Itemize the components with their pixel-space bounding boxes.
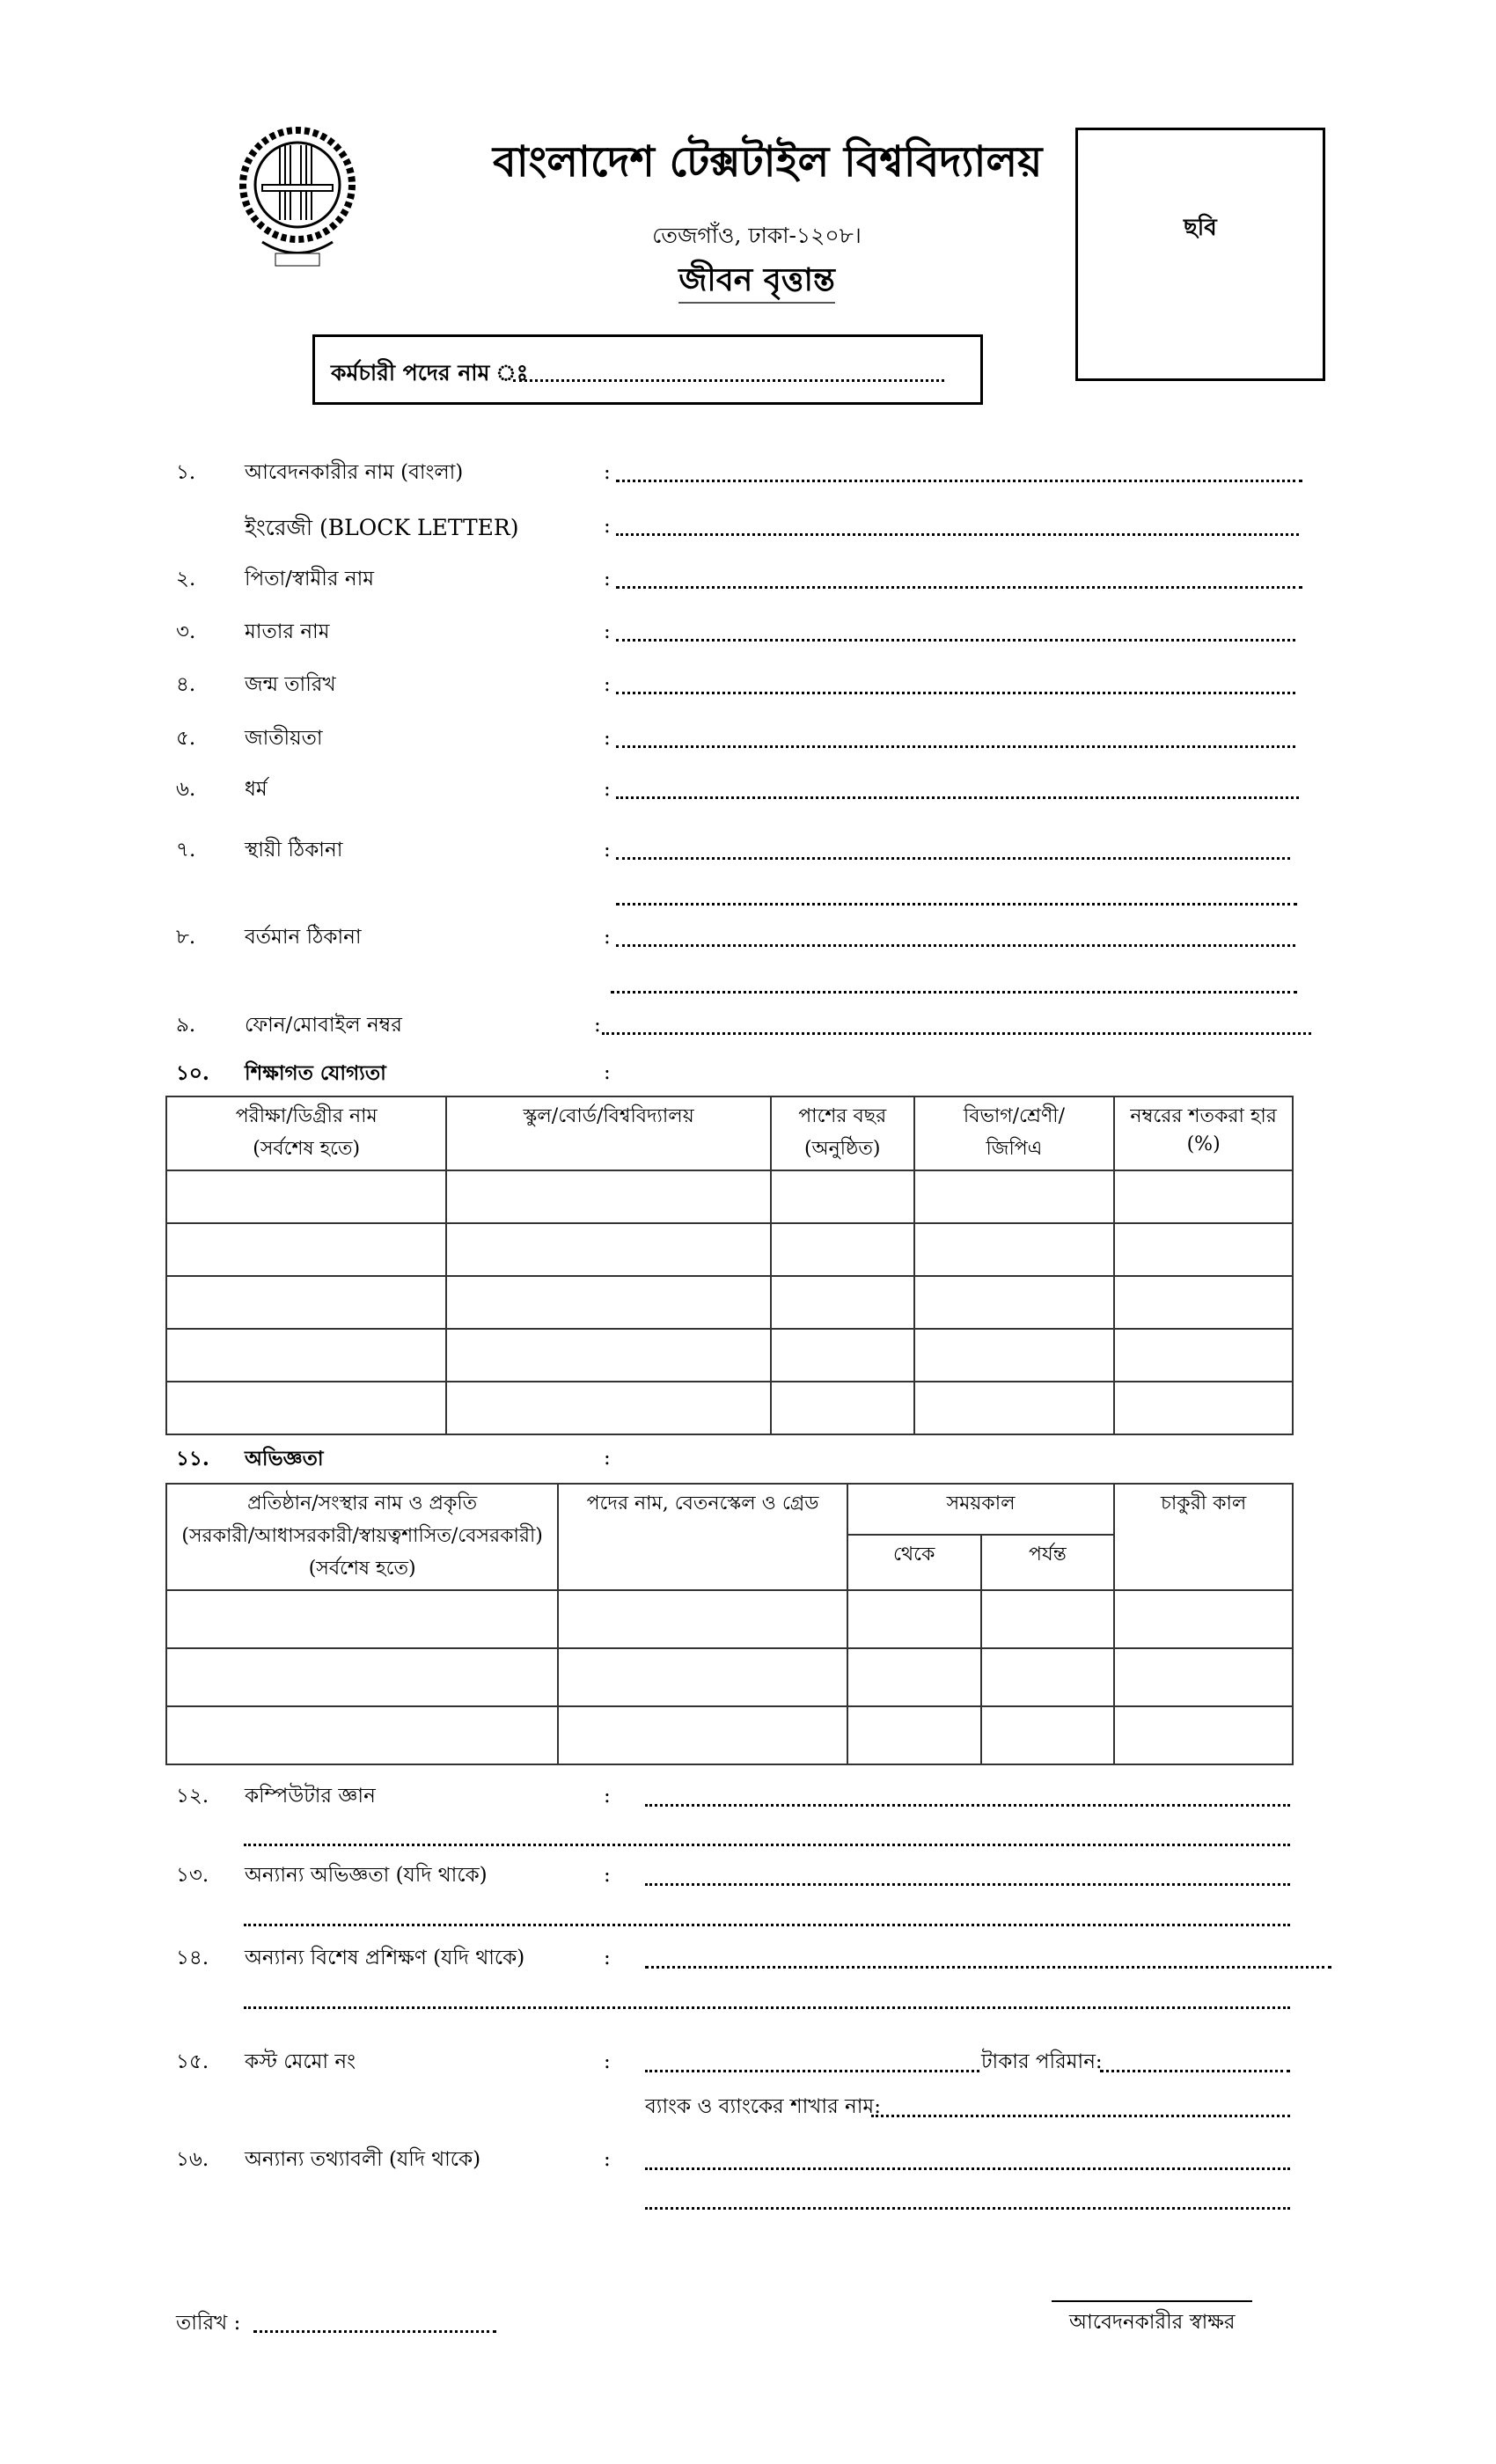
cell[interactable] [771, 1329, 914, 1382]
colon: : [604, 778, 611, 801]
table-row [166, 1276, 1293, 1329]
cell[interactable] [914, 1329, 1115, 1382]
cell[interactable] [1114, 1382, 1293, 1434]
header-institution: স্কুল/বোর্ড/বিশ্ববিদ্যালয় [446, 1096, 770, 1170]
cell[interactable] [1114, 1170, 1293, 1223]
post-name-box [312, 334, 983, 405]
university-address: তেজগাঁও, ঢাকা-১২০৮। [652, 223, 862, 248]
cell[interactable] [1114, 1648, 1293, 1706]
colon: : [604, 1785, 611, 1808]
signature-label: আবেদনকারীর স্বাক্ষর [1069, 2311, 1236, 2334]
education-label: শিক্ষাগত যোগ্যতা [245, 1061, 386, 1085]
colon: : [604, 2050, 611, 2073]
table-row [166, 1329, 1293, 1382]
cost-memo-input[interactable] [645, 2070, 979, 2072]
field-label-other-experience: অন্যান্য অভিজ্ঞতা (যদি থাকে) [245, 1864, 488, 1887]
field-number: ১. [176, 461, 196, 484]
experience-label: অভিজ্ঞতা [245, 1447, 324, 1470]
other-info-input-line2[interactable] [645, 2207, 1290, 2210]
cell[interactable] [1114, 1276, 1293, 1329]
field-number: ৭. [176, 839, 196, 862]
cell[interactable] [166, 1170, 446, 1223]
field-number: ৬. [176, 778, 196, 801]
cell[interactable] [558, 1648, 847, 1706]
post-name-label: কর্মচারী পদের নাম ঃ [331, 360, 529, 385]
table-row [166, 1648, 1293, 1706]
cell[interactable] [1114, 1223, 1293, 1276]
name-bangla-input[interactable] [616, 480, 1302, 482]
field-number: ৫. [176, 727, 196, 750]
other-info-input[interactable] [645, 2167, 1290, 2170]
cell[interactable] [914, 1276, 1115, 1329]
header-from: থেকে [847, 1535, 981, 1590]
field-label-mother-name: মাতার নাম [245, 620, 330, 643]
cell[interactable] [771, 1276, 914, 1329]
present-address-input[interactable] [616, 944, 1295, 947]
post-name-input[interactable] [513, 379, 944, 382]
university-name: বাংলাদেশ টেক্সটাইল বিশ্ববিদ্যালয় [493, 137, 1043, 187]
colon: : [604, 620, 611, 643]
field-label-computer: কম্পিউটার জ্ঞান [245, 1785, 376, 1808]
cell[interactable] [1114, 1706, 1293, 1764]
university-logo [236, 123, 359, 273]
cell[interactable] [1114, 1329, 1293, 1382]
experience-table [165, 1483, 1294, 1765]
colon: : [604, 926, 611, 949]
other-experience-input-line2[interactable] [244, 1924, 1290, 1926]
training-input[interactable] [645, 1966, 1331, 1969]
cell[interactable] [166, 1706, 558, 1764]
header-pass-year: পাশের বছর (অনুষ্ঠিত) [771, 1096, 914, 1170]
date-input[interactable] [253, 2330, 496, 2333]
bank-label: ব্যাংক ও ব্যাংকের শাখার নাম: [645, 2095, 881, 2118]
phone-input[interactable] [602, 1032, 1311, 1035]
field-number: ১২. [176, 1785, 209, 1808]
header-exam: পরীক্ষা/ডিগ্রীর নাম (সর্বশেষ হতে) [166, 1096, 446, 1170]
cell[interactable] [446, 1382, 770, 1434]
field-label-permanent-address: স্থায়ী ঠিকানা [245, 839, 343, 862]
field-label-religion: ধর্ম [245, 778, 268, 801]
field-label-cost-memo: কস্ট মেমো নং [245, 2050, 356, 2073]
cell[interactable] [981, 1590, 1115, 1648]
cell[interactable] [914, 1223, 1115, 1276]
field-label-nationality: জাতীয়তা [245, 727, 323, 750]
birth-date-input[interactable] [616, 692, 1295, 694]
field-number: ১৫. [176, 2050, 209, 2073]
education-number: ১০. [176, 1061, 209, 1085]
bank-input[interactable] [871, 2115, 1290, 2117]
cell[interactable] [166, 1648, 558, 1706]
cell[interactable] [771, 1382, 914, 1434]
field-number: ৮. [176, 926, 196, 949]
mother-name-input[interactable] [616, 639, 1295, 642]
field-number: ১৬. [176, 2148, 209, 2171]
cell[interactable] [981, 1706, 1115, 1764]
amount-label: টাকার পরিমান: [981, 2050, 1103, 2073]
header-division: বিভাগ/শ্রেণী/ জিপিএ [914, 1096, 1115, 1170]
name-english-input[interactable] [616, 533, 1299, 536]
table-row [166, 1170, 1293, 1223]
colon: : [604, 515, 611, 538]
cell[interactable] [847, 1648, 981, 1706]
colon: : [604, 1447, 611, 1470]
header-organization: প্রতিষ্ঠান/সংস্থার নাম ও প্রকৃতি (সরকারী/আধাসরকারী/স্বায়ত্বশাসিত/বেসরকারী) (সর্বশেষ হতে) [166, 1484, 558, 1590]
form-title-text: জীবন বৃত্তান্ত [678, 261, 835, 304]
colon: : [604, 461, 611, 484]
header-post-scale: পদের নাম, বেতনস্কেল ও গ্রেড [558, 1484, 847, 1590]
field-label-other-info: অন্যান্য তথ্যাবলী (যদি থাকে) [245, 2148, 481, 2171]
field-number: ১৪. [176, 1947, 209, 1969]
table-row [166, 1706, 1293, 1764]
colon: : [604, 568, 611, 590]
colon: : [604, 839, 611, 862]
colon: : [604, 727, 611, 750]
cell[interactable] [166, 1276, 446, 1329]
computer-input-line2[interactable] [244, 1844, 1290, 1846]
cell[interactable] [166, 1590, 558, 1648]
present-address-input-line2[interactable] [611, 991, 1297, 994]
field-number: ৪. [176, 673, 196, 696]
field-label-birth-date: জন্ম তারিখ [245, 673, 336, 696]
amount-input[interactable] [1100, 2070, 1290, 2072]
cell[interactable] [446, 1276, 770, 1329]
field-label-name-bangla: আবেদনকারীর নাম (বাংলা) [245, 461, 464, 484]
nationality-input[interactable] [616, 745, 1295, 748]
colon: : [604, 1947, 611, 1969]
cell[interactable] [166, 1329, 446, 1382]
field-label-phone: ফোন/মোবাইল নম্বর [245, 1014, 402, 1037]
colon: : [604, 1061, 611, 1084]
table-row [166, 1223, 1293, 1276]
field-label-father-name: পিতা/স্বামীর নাম [245, 568, 375, 590]
cell[interactable] [771, 1223, 914, 1276]
cell[interactable] [446, 1223, 770, 1276]
colon: : [594, 1014, 601, 1037]
cell[interactable] [914, 1170, 1115, 1223]
cell[interactable] [847, 1706, 981, 1764]
religion-input[interactable] [616, 796, 1299, 799]
signature-line[interactable] [1052, 2300, 1252, 2302]
training-input-line2[interactable] [244, 2006, 1290, 2009]
experience-header-row [166, 1484, 1293, 1535]
cell[interactable] [981, 1648, 1115, 1706]
field-number: ১৩. [176, 1864, 209, 1887]
colon: : [604, 2148, 611, 2171]
cell[interactable] [558, 1590, 847, 1648]
experience-number: ১১. [176, 1447, 209, 1470]
photo-label: ছবি [1184, 215, 1217, 241]
table-row [166, 1590, 1293, 1648]
other-experience-input[interactable] [645, 1883, 1290, 1886]
header-percentage: নম্বরের শতকরা হার (%) [1114, 1096, 1293, 1170]
header-period: সময়কাল [847, 1484, 1115, 1535]
colon: : [604, 673, 611, 696]
date-label: তারিখ : [176, 2312, 241, 2335]
cell[interactable] [771, 1170, 914, 1223]
cell[interactable] [166, 1223, 446, 1276]
cell[interactable] [446, 1170, 770, 1223]
table-row [166, 1382, 1293, 1434]
form-title [493, 261, 1021, 298]
field-number: ৯. [176, 1014, 196, 1037]
permanent-address-input[interactable] [616, 857, 1290, 860]
photo-box[interactable] [1075, 128, 1325, 381]
computer-input[interactable] [645, 1804, 1290, 1807]
header-to: পর্যন্ত [981, 1535, 1115, 1590]
cell[interactable] [914, 1382, 1115, 1434]
cell[interactable] [166, 1382, 446, 1434]
education-table [165, 1096, 1294, 1435]
field-number: ৩. [176, 620, 196, 643]
cell[interactable] [1114, 1590, 1293, 1648]
field-label-training: অন্যান্য বিশেষ প্রশিক্ষণ (যদি থাকে) [245, 1947, 525, 1969]
cell[interactable] [847, 1590, 981, 1648]
field-label-name-english: ইংরেজী (BLOCK LETTER) [245, 515, 519, 540]
header-service-length: চাকুরী কাল [1114, 1484, 1293, 1590]
cell[interactable] [446, 1329, 770, 1382]
colon: : [604, 1864, 611, 1887]
field-label-present-address: বর্তমান ঠিকানা [245, 926, 362, 949]
permanent-address-input-line2[interactable] [616, 903, 1297, 906]
field-number: ২. [176, 568, 196, 590]
father-name-input[interactable] [616, 586, 1302, 589]
cell[interactable] [558, 1706, 847, 1764]
education-header-row [166, 1096, 1293, 1170]
